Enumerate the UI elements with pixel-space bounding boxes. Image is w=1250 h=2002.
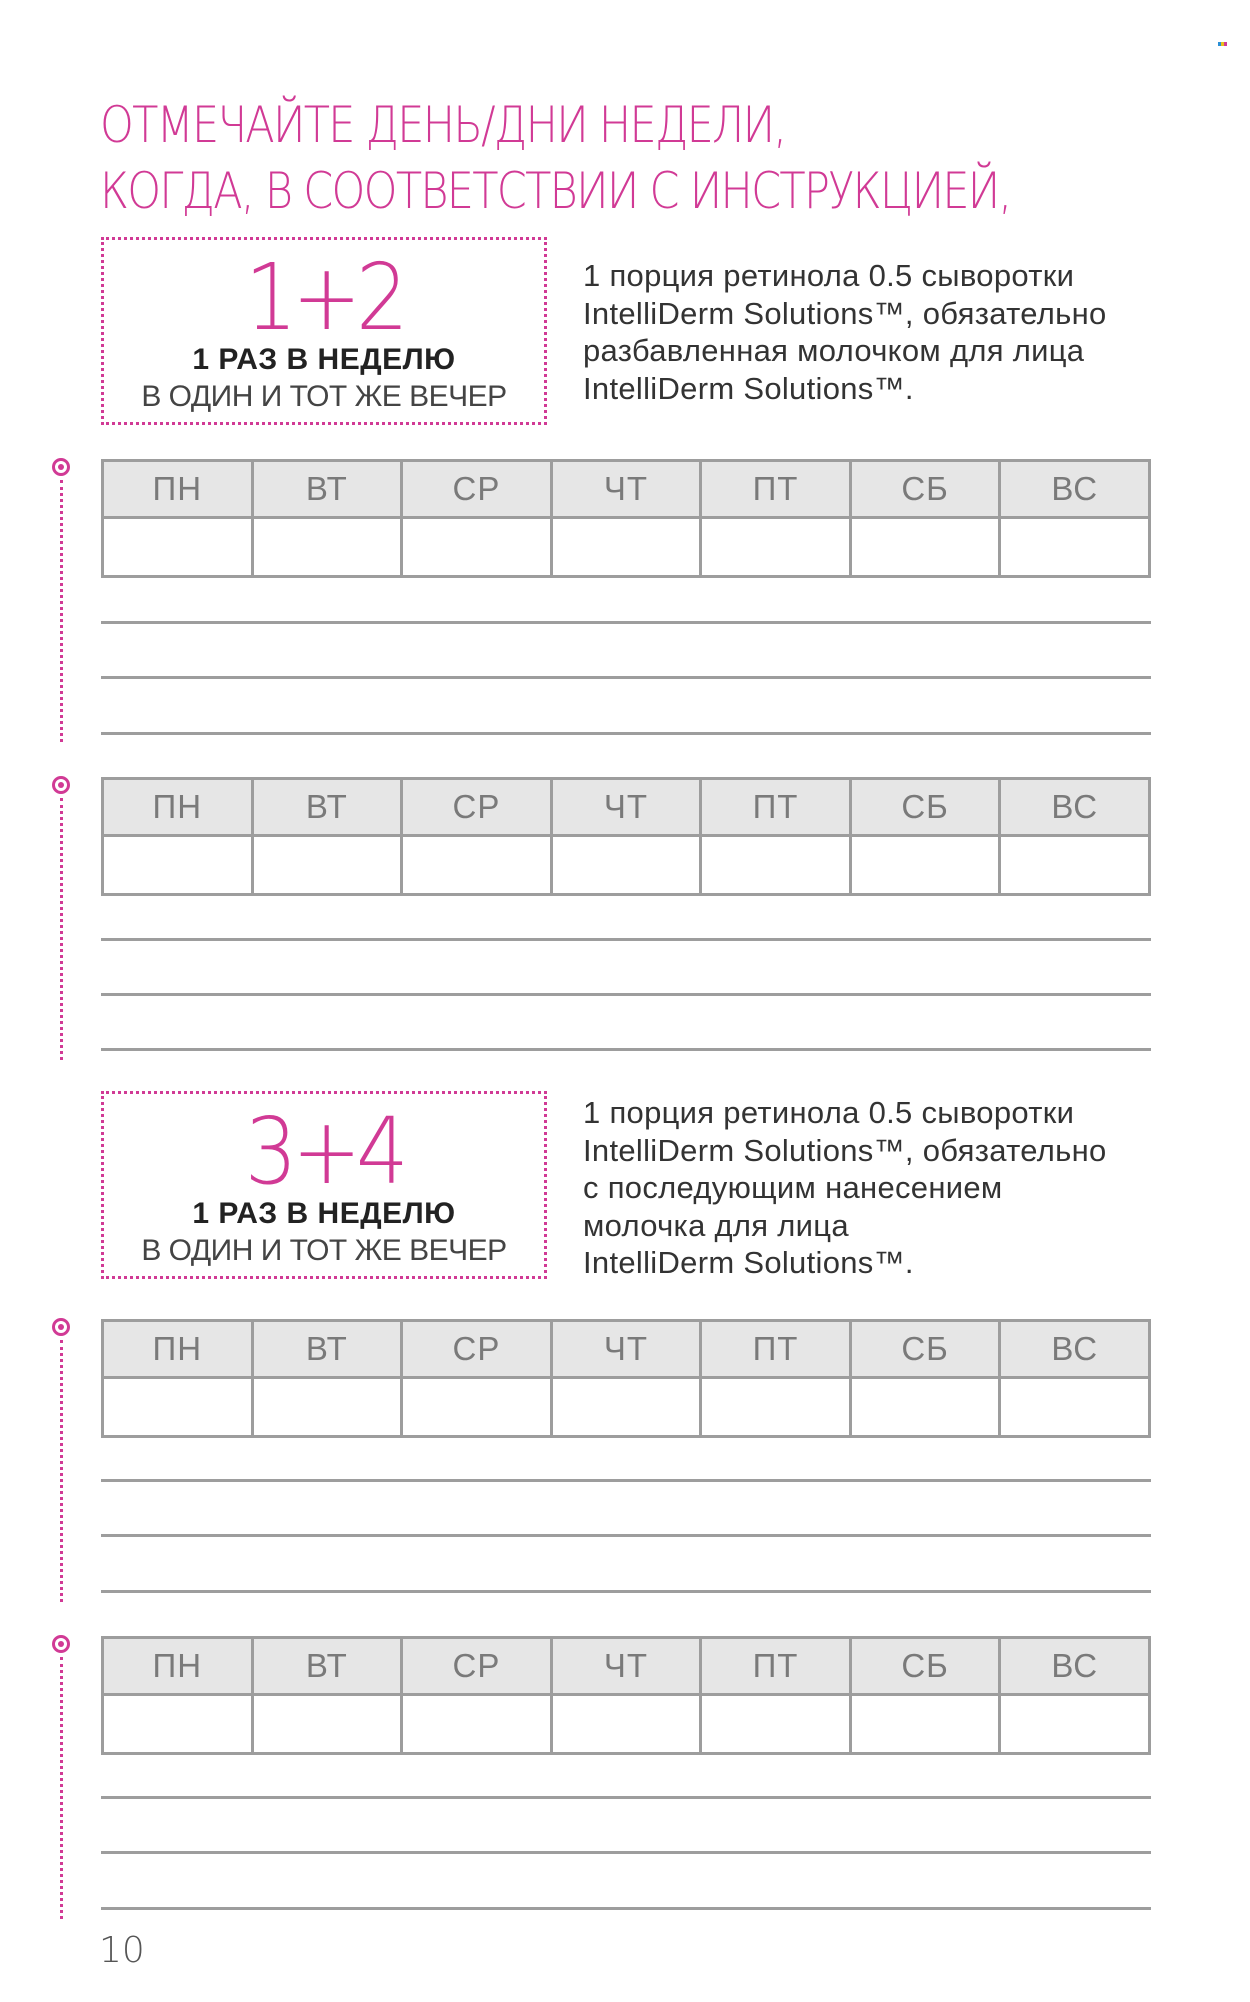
page-heading <box>100 92 1046 224</box>
print-registration-mark <box>1218 40 1227 48</box>
dose-timing: В ОДИН И ТОТ ЖЕ ВЕЧЕР <box>141 380 507 413</box>
week-tracker-4 <box>0 1635 1250 1935</box>
dotted-connector <box>60 480 63 742</box>
dose-box-1 <box>101 237 547 425</box>
day-checkbox-cell[interactable] <box>1000 518 1150 577</box>
note-line[interactable] <box>101 1907 1151 1910</box>
dose-number: 3+4 <box>244 1098 404 1205</box>
day-checkbox-cell[interactable] <box>103 1695 253 1754</box>
dose-box-2 <box>101 1091 547 1279</box>
note-line[interactable] <box>101 621 1151 624</box>
day-header: СБ <box>850 461 1000 518</box>
page-heading-line-1: ОТМЕЧАЙТЕ ДЕНЬ/ДНИ НЕДЕЛИ, <box>100 96 786 154</box>
dotted-connector <box>60 1340 63 1602</box>
day-checkbox-cell[interactable] <box>103 1378 253 1437</box>
week-tracker-3 <box>0 1318 1250 1618</box>
note-line[interactable] <box>101 1796 1151 1799</box>
day-header: ВС <box>1000 461 1150 518</box>
day-header: ПТ <box>701 1321 851 1378</box>
dose-frequency: 1 РАЗ В НЕДЕЛЮ <box>192 343 456 376</box>
day-checkbox-cell[interactable] <box>402 518 552 577</box>
bullet-icon <box>52 1318 70 1336</box>
page-heading-line-2: КОГДА, В СООТВЕТСТВИИ С ИНСТРУКЦИЕЙ, <box>100 162 1011 220</box>
day-checkbox-cell[interactable] <box>1000 836 1150 895</box>
day-header: ЧТ <box>551 461 701 518</box>
day-checkbox-cell[interactable] <box>551 1695 701 1754</box>
day-header: ПТ <box>701 461 851 518</box>
instruction-line: молочка для лица <box>583 1207 849 1243</box>
day-checkbox-cell[interactable] <box>701 1378 851 1437</box>
note-line[interactable] <box>101 1851 1151 1854</box>
day-header: ПН <box>103 461 253 518</box>
dose-frequency: 1 РАЗ В НЕДЕЛЮ <box>192 1197 456 1230</box>
note-line[interactable] <box>101 732 1151 735</box>
day-header: СР <box>402 779 552 836</box>
day-checkbox-cell[interactable] <box>850 1378 1000 1437</box>
day-checkbox-cell[interactable] <box>1000 1695 1150 1754</box>
day-checkbox-cell[interactable] <box>252 518 402 577</box>
day-header: ПН <box>103 779 253 836</box>
page-number: 10 <box>99 1930 145 1971</box>
weekday-table <box>101 459 1151 578</box>
instructions-1 <box>583 257 1193 407</box>
day-checkbox-cell[interactable] <box>850 836 1000 895</box>
instruction-line: IntelliDerm Solutions™. <box>583 370 914 406</box>
day-checkbox-cell[interactable] <box>850 1695 1000 1754</box>
instruction-line: разбавленная молочком для лица <box>583 333 1085 368</box>
day-checkbox-cell[interactable] <box>103 518 253 577</box>
day-checkbox-cell[interactable] <box>402 1378 552 1437</box>
instruction-line: IntelliDerm Solutions™. <box>583 1245 914 1280</box>
dotted-connector <box>60 798 63 1060</box>
note-line[interactable] <box>101 1534 1151 1537</box>
day-header: ЧТ <box>551 1321 701 1378</box>
instructions-2 <box>583 1094 1193 1282</box>
day-header: ПТ <box>701 779 851 836</box>
bullet-icon <box>52 776 70 794</box>
instruction-line: 1 порция ретинола 0.5 сыворотки <box>583 1095 1075 1130</box>
day-checkbox-cell[interactable] <box>701 518 851 577</box>
note-line[interactable] <box>101 1048 1151 1051</box>
day-header: ВС <box>1000 1638 1150 1695</box>
weekday-table <box>101 777 1151 896</box>
day-header: СР <box>402 1638 552 1695</box>
note-line[interactable] <box>101 1590 1151 1593</box>
note-line[interactable] <box>101 993 1151 996</box>
week-tracker-1 <box>0 458 1250 758</box>
bullet-icon <box>52 1635 70 1653</box>
instruction-line: IntelliDerm Solutions™, обязательно <box>583 1132 1107 1168</box>
bullet-icon <box>52 458 70 476</box>
dose-timing: В ОДИН И ТОТ ЖЕ ВЕЧЕР <box>141 1234 507 1267</box>
day-checkbox-cell[interactable] <box>701 1695 851 1754</box>
dotted-connector <box>60 1657 63 1919</box>
day-checkbox-cell[interactable] <box>252 836 402 895</box>
note-line[interactable] <box>101 676 1151 679</box>
weekday-table <box>101 1636 1151 1755</box>
note-line[interactable] <box>101 1479 1151 1482</box>
day-header: ПН <box>103 1638 253 1695</box>
day-header: ПН <box>103 1321 253 1378</box>
day-header: ВТ <box>252 779 402 836</box>
day-header: ВС <box>1000 779 1150 836</box>
day-checkbox-cell[interactable] <box>252 1695 402 1754</box>
day-checkbox-cell[interactable] <box>701 836 851 895</box>
day-header: СР <box>402 461 552 518</box>
day-checkbox-cell[interactable] <box>551 1378 701 1437</box>
day-header: ВТ <box>252 1638 402 1695</box>
day-checkbox-cell[interactable] <box>252 1378 402 1437</box>
day-header: СБ <box>850 1321 1000 1378</box>
week-tracker-2 <box>0 776 1250 1076</box>
instruction-line: 1 порция ретинола 0.5 сыворотки <box>583 258 1075 293</box>
note-line[interactable] <box>101 938 1151 941</box>
day-header: ВТ <box>252 1321 402 1378</box>
day-header: СР <box>402 1321 552 1378</box>
weekday-table <box>101 1319 1151 1438</box>
day-header: ПТ <box>701 1638 851 1695</box>
day-header: СБ <box>850 1638 1000 1695</box>
day-checkbox-cell[interactable] <box>402 1695 552 1754</box>
day-checkbox-cell[interactable] <box>551 518 701 577</box>
instruction-line: с последующим нанесением <box>583 1170 1003 1205</box>
day-header: СБ <box>850 779 1000 836</box>
day-checkbox-cell[interactable] <box>1000 1378 1150 1437</box>
dose-number: 1+2 <box>244 244 404 351</box>
day-checkbox-cell[interactable] <box>402 836 552 895</box>
day-header: ВТ <box>252 461 402 518</box>
day-header: ВС <box>1000 1321 1150 1378</box>
instruction-line: IntelliDerm Solutions™, обязательно <box>583 295 1107 331</box>
day-header: ЧТ <box>551 1638 701 1695</box>
day-checkbox-cell[interactable] <box>551 836 701 895</box>
day-header: ЧТ <box>551 779 701 836</box>
day-checkbox-cell[interactable] <box>103 836 253 895</box>
day-checkbox-cell[interactable] <box>850 518 1000 577</box>
